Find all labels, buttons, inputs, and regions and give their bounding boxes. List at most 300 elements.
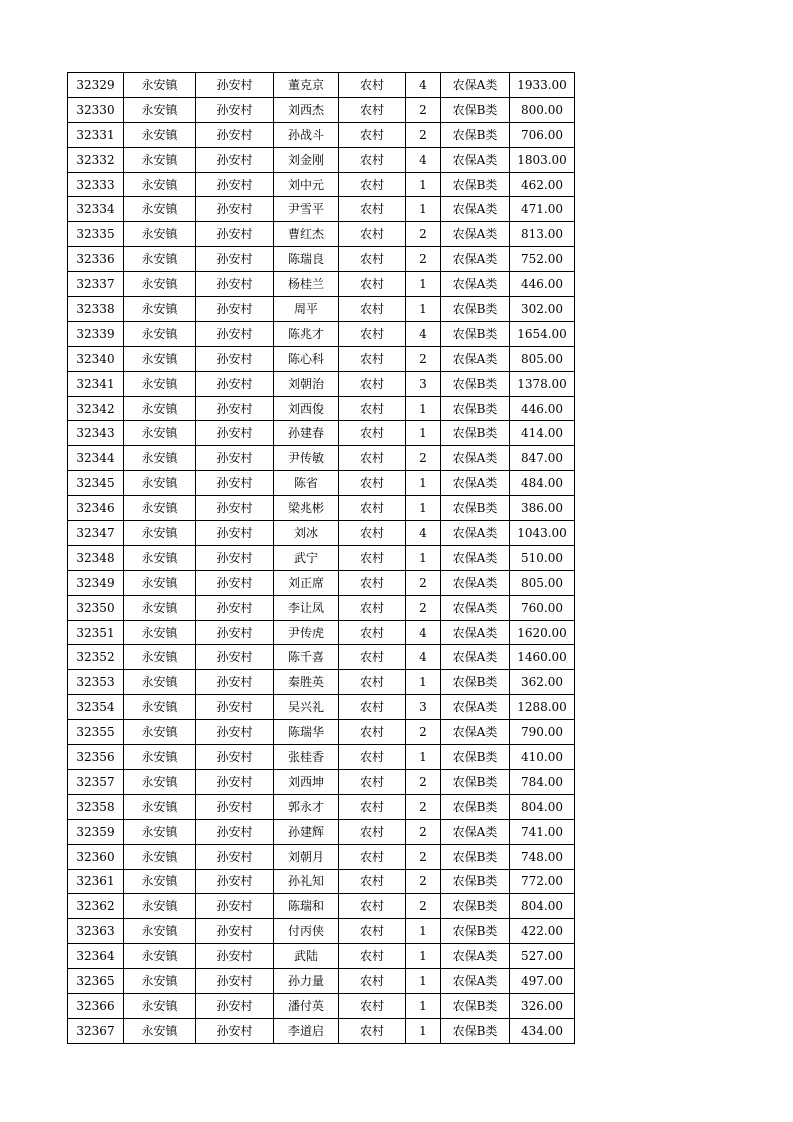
amount-cell: 741.00: [510, 819, 575, 844]
person-name-cell: 陈兆才: [274, 321, 339, 346]
table-row: [68, 919, 575, 944]
person-name-cell: 吴兴礼: [274, 695, 339, 720]
amount-cell: 847.00: [510, 446, 575, 471]
member-count-cell: 2: [406, 346, 441, 371]
village-cell: 孙安村: [196, 297, 274, 322]
person-name-cell: 刘金刚: [274, 147, 339, 172]
insurance-category-cell: 农保A类: [441, 247, 510, 272]
insurance-category-cell: 农保B类: [441, 745, 510, 770]
household-type-cell: 农村: [339, 769, 406, 794]
insurance-category-cell: 农保A类: [441, 720, 510, 745]
record-id-cell: 32335: [68, 222, 124, 247]
insurance-category-cell: 农保B类: [441, 122, 510, 147]
table-row: [68, 421, 575, 446]
table-row: [68, 595, 575, 620]
member-count-cell: 1: [406, 745, 441, 770]
town-cell: 永安镇: [124, 944, 196, 969]
amount-cell: 446.00: [510, 272, 575, 297]
records-body: [68, 73, 575, 1044]
record-id-cell: 32367: [68, 1018, 124, 1043]
person-name-cell: 刘西杰: [274, 97, 339, 122]
household-type-cell: 农村: [339, 172, 406, 197]
record-id-cell: 32363: [68, 919, 124, 944]
record-id-cell: 32365: [68, 969, 124, 994]
table-row: [68, 545, 575, 570]
household-type-cell: 农村: [339, 894, 406, 919]
household-type-cell: 农村: [339, 297, 406, 322]
table-row: [68, 346, 575, 371]
table-row: [68, 396, 575, 421]
table-row: [68, 297, 575, 322]
town-cell: 永安镇: [124, 172, 196, 197]
person-name-cell: 郭永才: [274, 794, 339, 819]
household-type-cell: 农村: [339, 595, 406, 620]
member-count-cell: 1: [406, 670, 441, 695]
record-id-cell: 32332: [68, 147, 124, 172]
household-type-cell: 农村: [339, 720, 406, 745]
record-id-cell: 32352: [68, 645, 124, 670]
record-id-cell: 32345: [68, 471, 124, 496]
village-cell: 孙安村: [196, 969, 274, 994]
insurance-category-cell: 农保B类: [441, 894, 510, 919]
amount-cell: 1654.00: [510, 321, 575, 346]
member-count-cell: 1: [406, 297, 441, 322]
amount-cell: 752.00: [510, 247, 575, 272]
village-cell: 孙安村: [196, 247, 274, 272]
household-type-cell: 农村: [339, 1018, 406, 1043]
record-id-cell: 32338: [68, 297, 124, 322]
insurance-category-cell: 农保B类: [441, 297, 510, 322]
amount-cell: 362.00: [510, 670, 575, 695]
person-name-cell: 孙力量: [274, 969, 339, 994]
village-cell: 孙安村: [196, 819, 274, 844]
table-row: [68, 172, 575, 197]
amount-cell: 1288.00: [510, 695, 575, 720]
insurance-category-cell: 农保B类: [441, 371, 510, 396]
town-cell: 永安镇: [124, 496, 196, 521]
person-name-cell: 陈瑞良: [274, 247, 339, 272]
insurance-category-cell: 农保B类: [441, 670, 510, 695]
amount-cell: 800.00: [510, 97, 575, 122]
amount-cell: 706.00: [510, 122, 575, 147]
town-cell: 永安镇: [124, 1018, 196, 1043]
person-name-cell: 陈瑞华: [274, 720, 339, 745]
town-cell: 永安镇: [124, 745, 196, 770]
member-count-cell: 2: [406, 222, 441, 247]
village-cell: 孙安村: [196, 570, 274, 595]
household-type-cell: 农村: [339, 745, 406, 770]
record-id-cell: 32355: [68, 720, 124, 745]
person-name-cell: 孙建辉: [274, 819, 339, 844]
record-id-cell: 32331: [68, 122, 124, 147]
record-id-cell: 32341: [68, 371, 124, 396]
table-row: [68, 321, 575, 346]
person-name-cell: 潘付英: [274, 993, 339, 1018]
person-name-cell: 李道启: [274, 1018, 339, 1043]
table-row: [68, 471, 575, 496]
member-count-cell: 1: [406, 944, 441, 969]
member-count-cell: 2: [406, 122, 441, 147]
household-type-cell: 农村: [339, 371, 406, 396]
town-cell: 永安镇: [124, 894, 196, 919]
household-type-cell: 农村: [339, 969, 406, 994]
village-cell: 孙安村: [196, 346, 274, 371]
table-row: [68, 496, 575, 521]
table-row: [68, 745, 575, 770]
person-name-cell: 刘冰: [274, 521, 339, 546]
amount-cell: 805.00: [510, 346, 575, 371]
table-row: [68, 794, 575, 819]
record-id-cell: 32359: [68, 819, 124, 844]
person-name-cell: 李让凤: [274, 595, 339, 620]
record-id-cell: 32342: [68, 396, 124, 421]
household-type-cell: 农村: [339, 620, 406, 645]
town-cell: 永安镇: [124, 969, 196, 994]
insurance-category-cell: 农保B类: [441, 844, 510, 869]
record-id-cell: 32340: [68, 346, 124, 371]
village-cell: 孙安村: [196, 172, 274, 197]
village-cell: 孙安村: [196, 222, 274, 247]
town-cell: 永安镇: [124, 421, 196, 446]
table-row: [68, 222, 575, 247]
town-cell: 永安镇: [124, 620, 196, 645]
town-cell: 永安镇: [124, 844, 196, 869]
village-cell: 孙安村: [196, 197, 274, 222]
table-row: [68, 247, 575, 272]
amount-cell: 326.00: [510, 993, 575, 1018]
village-cell: 孙安村: [196, 844, 274, 869]
household-type-cell: 农村: [339, 993, 406, 1018]
table-row: [68, 197, 575, 222]
village-cell: 孙安村: [196, 73, 274, 98]
village-cell: 孙安村: [196, 869, 274, 894]
household-type-cell: 农村: [339, 645, 406, 670]
insurance-category-cell: 农保A类: [441, 346, 510, 371]
village-cell: 孙安村: [196, 620, 274, 645]
person-name-cell: 刘中元: [274, 172, 339, 197]
record-id-cell: 32336: [68, 247, 124, 272]
amount-cell: 1043.00: [510, 521, 575, 546]
insurance-category-cell: 农保B类: [441, 1018, 510, 1043]
town-cell: 永安镇: [124, 122, 196, 147]
table-row: [68, 645, 575, 670]
table-row: [68, 993, 575, 1018]
member-count-cell: 2: [406, 247, 441, 272]
person-name-cell: 尹雪平: [274, 197, 339, 222]
table-row: [68, 371, 575, 396]
person-name-cell: 张桂香: [274, 745, 339, 770]
amount-cell: 804.00: [510, 894, 575, 919]
record-id-cell: 32344: [68, 446, 124, 471]
member-count-cell: 3: [406, 695, 441, 720]
member-count-cell: 2: [406, 97, 441, 122]
table-row: [68, 894, 575, 919]
town-cell: 永安镇: [124, 645, 196, 670]
town-cell: 永安镇: [124, 570, 196, 595]
household-type-cell: 农村: [339, 794, 406, 819]
table-row: [68, 969, 575, 994]
household-type-cell: 农村: [339, 272, 406, 297]
household-type-cell: 农村: [339, 471, 406, 496]
town-cell: 永安镇: [124, 222, 196, 247]
member-count-cell: 1: [406, 396, 441, 421]
village-cell: 孙安村: [196, 745, 274, 770]
member-count-cell: 2: [406, 819, 441, 844]
member-count-cell: 4: [406, 521, 441, 546]
household-type-cell: 农村: [339, 869, 406, 894]
village-cell: 孙安村: [196, 396, 274, 421]
village-cell: 孙安村: [196, 122, 274, 147]
person-name-cell: 刘西俊: [274, 396, 339, 421]
insurance-category-cell: 农保A类: [441, 73, 510, 98]
person-name-cell: 刘正席: [274, 570, 339, 595]
insurance-category-cell: 农保A类: [441, 222, 510, 247]
record-id-cell: 32333: [68, 172, 124, 197]
member-count-cell: 2: [406, 794, 441, 819]
table-row: [68, 1018, 575, 1043]
household-type-cell: 农村: [339, 197, 406, 222]
town-cell: 永安镇: [124, 147, 196, 172]
table-row: [68, 570, 575, 595]
insurance-category-cell: 农保A类: [441, 471, 510, 496]
amount-cell: 1620.00: [510, 620, 575, 645]
amount-cell: 748.00: [510, 844, 575, 869]
table-row: [68, 521, 575, 546]
table-row: [68, 73, 575, 98]
town-cell: 永安镇: [124, 919, 196, 944]
amount-cell: 1803.00: [510, 147, 575, 172]
village-cell: 孙安村: [196, 919, 274, 944]
table-row: [68, 769, 575, 794]
insurance-category-cell: 农保A类: [441, 595, 510, 620]
amount-cell: 410.00: [510, 745, 575, 770]
amount-cell: 302.00: [510, 297, 575, 322]
table-row: [68, 272, 575, 297]
member-count-cell: 2: [406, 446, 441, 471]
town-cell: 永安镇: [124, 695, 196, 720]
insurance-category-cell: 农保B类: [441, 769, 510, 794]
village-cell: 孙安村: [196, 695, 274, 720]
person-name-cell: 陈瑞和: [274, 894, 339, 919]
insurance-category-cell: 农保B类: [441, 794, 510, 819]
table-row: [68, 147, 575, 172]
town-cell: 永安镇: [124, 869, 196, 894]
insurance-category-cell: 农保A类: [441, 272, 510, 297]
village-cell: 孙安村: [196, 97, 274, 122]
table-row: [68, 446, 575, 471]
town-cell: 永安镇: [124, 521, 196, 546]
insurance-category-cell: 农保A类: [441, 645, 510, 670]
person-name-cell: 孙礼知: [274, 869, 339, 894]
record-id-cell: 32339: [68, 321, 124, 346]
person-name-cell: 梁兆彬: [274, 496, 339, 521]
insurance-category-cell: 农保A类: [441, 819, 510, 844]
table-row: [68, 670, 575, 695]
record-id-cell: 32366: [68, 993, 124, 1018]
table-row: [68, 122, 575, 147]
member-count-cell: 3: [406, 371, 441, 396]
person-name-cell: 陈心科: [274, 346, 339, 371]
amount-cell: 510.00: [510, 545, 575, 570]
person-name-cell: 秦胜英: [274, 670, 339, 695]
insurance-category-cell: 农保B类: [441, 496, 510, 521]
village-cell: 孙安村: [196, 545, 274, 570]
person-name-cell: 尹传虎: [274, 620, 339, 645]
person-name-cell: 刘朝治: [274, 371, 339, 396]
record-id-cell: 32334: [68, 197, 124, 222]
person-name-cell: 曹红杰: [274, 222, 339, 247]
member-count-cell: 4: [406, 73, 441, 98]
village-cell: 孙安村: [196, 894, 274, 919]
member-count-cell: 1: [406, 545, 441, 570]
household-type-cell: 农村: [339, 819, 406, 844]
record-id-cell: 32353: [68, 670, 124, 695]
household-type-cell: 农村: [339, 421, 406, 446]
table-row: [68, 620, 575, 645]
record-id-cell: 32362: [68, 894, 124, 919]
person-name-cell: 孙战斗: [274, 122, 339, 147]
member-count-cell: 1: [406, 172, 441, 197]
record-id-cell: 32357: [68, 769, 124, 794]
record-id-cell: 32350: [68, 595, 124, 620]
household-type-cell: 农村: [339, 321, 406, 346]
member-count-cell: 4: [406, 645, 441, 670]
member-count-cell: 4: [406, 620, 441, 645]
record-id-cell: 32349: [68, 570, 124, 595]
person-name-cell: 尹传敏: [274, 446, 339, 471]
record-id-cell: 32346: [68, 496, 124, 521]
amount-cell: 790.00: [510, 720, 575, 745]
person-name-cell: 陈省: [274, 471, 339, 496]
town-cell: 永安镇: [124, 993, 196, 1018]
household-type-cell: 农村: [339, 222, 406, 247]
household-type-cell: 农村: [339, 247, 406, 272]
person-name-cell: 陈千喜: [274, 645, 339, 670]
household-type-cell: 农村: [339, 919, 406, 944]
insurance-category-cell: 农保A类: [441, 695, 510, 720]
household-type-cell: 农村: [339, 122, 406, 147]
village-cell: 孙安村: [196, 944, 274, 969]
table-row: [68, 944, 575, 969]
insurance-category-cell: 农保B类: [441, 172, 510, 197]
amount-cell: 1933.00: [510, 73, 575, 98]
insurance-category-cell: 农保A类: [441, 570, 510, 595]
table-row: [68, 869, 575, 894]
insurance-category-cell: 农保A类: [441, 969, 510, 994]
town-cell: 永安镇: [124, 197, 196, 222]
amount-cell: 422.00: [510, 919, 575, 944]
amount-cell: 805.00: [510, 570, 575, 595]
record-id-cell: 32351: [68, 620, 124, 645]
town-cell: 永安镇: [124, 73, 196, 98]
household-type-cell: 农村: [339, 147, 406, 172]
record-id-cell: 32356: [68, 745, 124, 770]
member-count-cell: 1: [406, 471, 441, 496]
insurance-category-cell: 农保A类: [441, 944, 510, 969]
insurance-category-cell: 农保A类: [441, 147, 510, 172]
household-type-cell: 农村: [339, 944, 406, 969]
amount-cell: 497.00: [510, 969, 575, 994]
household-type-cell: 农村: [339, 446, 406, 471]
household-type-cell: 农村: [339, 844, 406, 869]
member-count-cell: 4: [406, 147, 441, 172]
village-cell: 孙安村: [196, 272, 274, 297]
person-name-cell: 刘西坤: [274, 769, 339, 794]
table-row: [68, 819, 575, 844]
amount-cell: 527.00: [510, 944, 575, 969]
insurance-category-cell: 农保B类: [441, 919, 510, 944]
records-table: [67, 72, 575, 1044]
household-type-cell: 农村: [339, 73, 406, 98]
village-cell: 孙安村: [196, 371, 274, 396]
town-cell: 永安镇: [124, 247, 196, 272]
village-cell: 孙安村: [196, 446, 274, 471]
member-count-cell: 2: [406, 844, 441, 869]
insurance-category-cell: 农保B类: [441, 993, 510, 1018]
insurance-category-cell: 农保A类: [441, 521, 510, 546]
village-cell: 孙安村: [196, 720, 274, 745]
insurance-category-cell: 农保A类: [441, 620, 510, 645]
amount-cell: 760.00: [510, 595, 575, 620]
member-count-cell: 2: [406, 894, 441, 919]
person-name-cell: 刘朝月: [274, 844, 339, 869]
village-cell: 孙安村: [196, 794, 274, 819]
insurance-category-cell: 农保B类: [441, 97, 510, 122]
amount-cell: 386.00: [510, 496, 575, 521]
amount-cell: 1460.00: [510, 645, 575, 670]
household-type-cell: 农村: [339, 545, 406, 570]
member-count-cell: 1: [406, 919, 441, 944]
record-id-cell: 32361: [68, 869, 124, 894]
village-cell: 孙安村: [196, 595, 274, 620]
amount-cell: 462.00: [510, 172, 575, 197]
insurance-category-cell: 农保A类: [441, 197, 510, 222]
record-id-cell: 32364: [68, 944, 124, 969]
insurance-category-cell: 农保B类: [441, 869, 510, 894]
village-cell: 孙安村: [196, 421, 274, 446]
village-cell: 孙安村: [196, 769, 274, 794]
member-count-cell: 1: [406, 993, 441, 1018]
insurance-category-cell: 农保A类: [441, 446, 510, 471]
person-name-cell: 董克京: [274, 73, 339, 98]
town-cell: 永安镇: [124, 819, 196, 844]
member-count-cell: 4: [406, 321, 441, 346]
person-name-cell: 付丙侠: [274, 919, 339, 944]
village-cell: 孙安村: [196, 1018, 274, 1043]
insurance-category-cell: 农保B类: [441, 396, 510, 421]
village-cell: 孙安村: [196, 321, 274, 346]
member-count-cell: 2: [406, 570, 441, 595]
amount-cell: 813.00: [510, 222, 575, 247]
village-cell: 孙安村: [196, 496, 274, 521]
record-id-cell: 32330: [68, 97, 124, 122]
town-cell: 永安镇: [124, 272, 196, 297]
town-cell: 永安镇: [124, 371, 196, 396]
town-cell: 永安镇: [124, 545, 196, 570]
member-count-cell: 1: [406, 421, 441, 446]
member-count-cell: 2: [406, 720, 441, 745]
household-type-cell: 农村: [339, 496, 406, 521]
table-row: [68, 97, 575, 122]
person-name-cell: 武宁: [274, 545, 339, 570]
household-type-cell: 农村: [339, 396, 406, 421]
record-id-cell: 32348: [68, 545, 124, 570]
town-cell: 永安镇: [124, 396, 196, 421]
member-count-cell: 1: [406, 197, 441, 222]
member-count-cell: 2: [406, 869, 441, 894]
member-count-cell: 2: [406, 769, 441, 794]
table-row: [68, 695, 575, 720]
